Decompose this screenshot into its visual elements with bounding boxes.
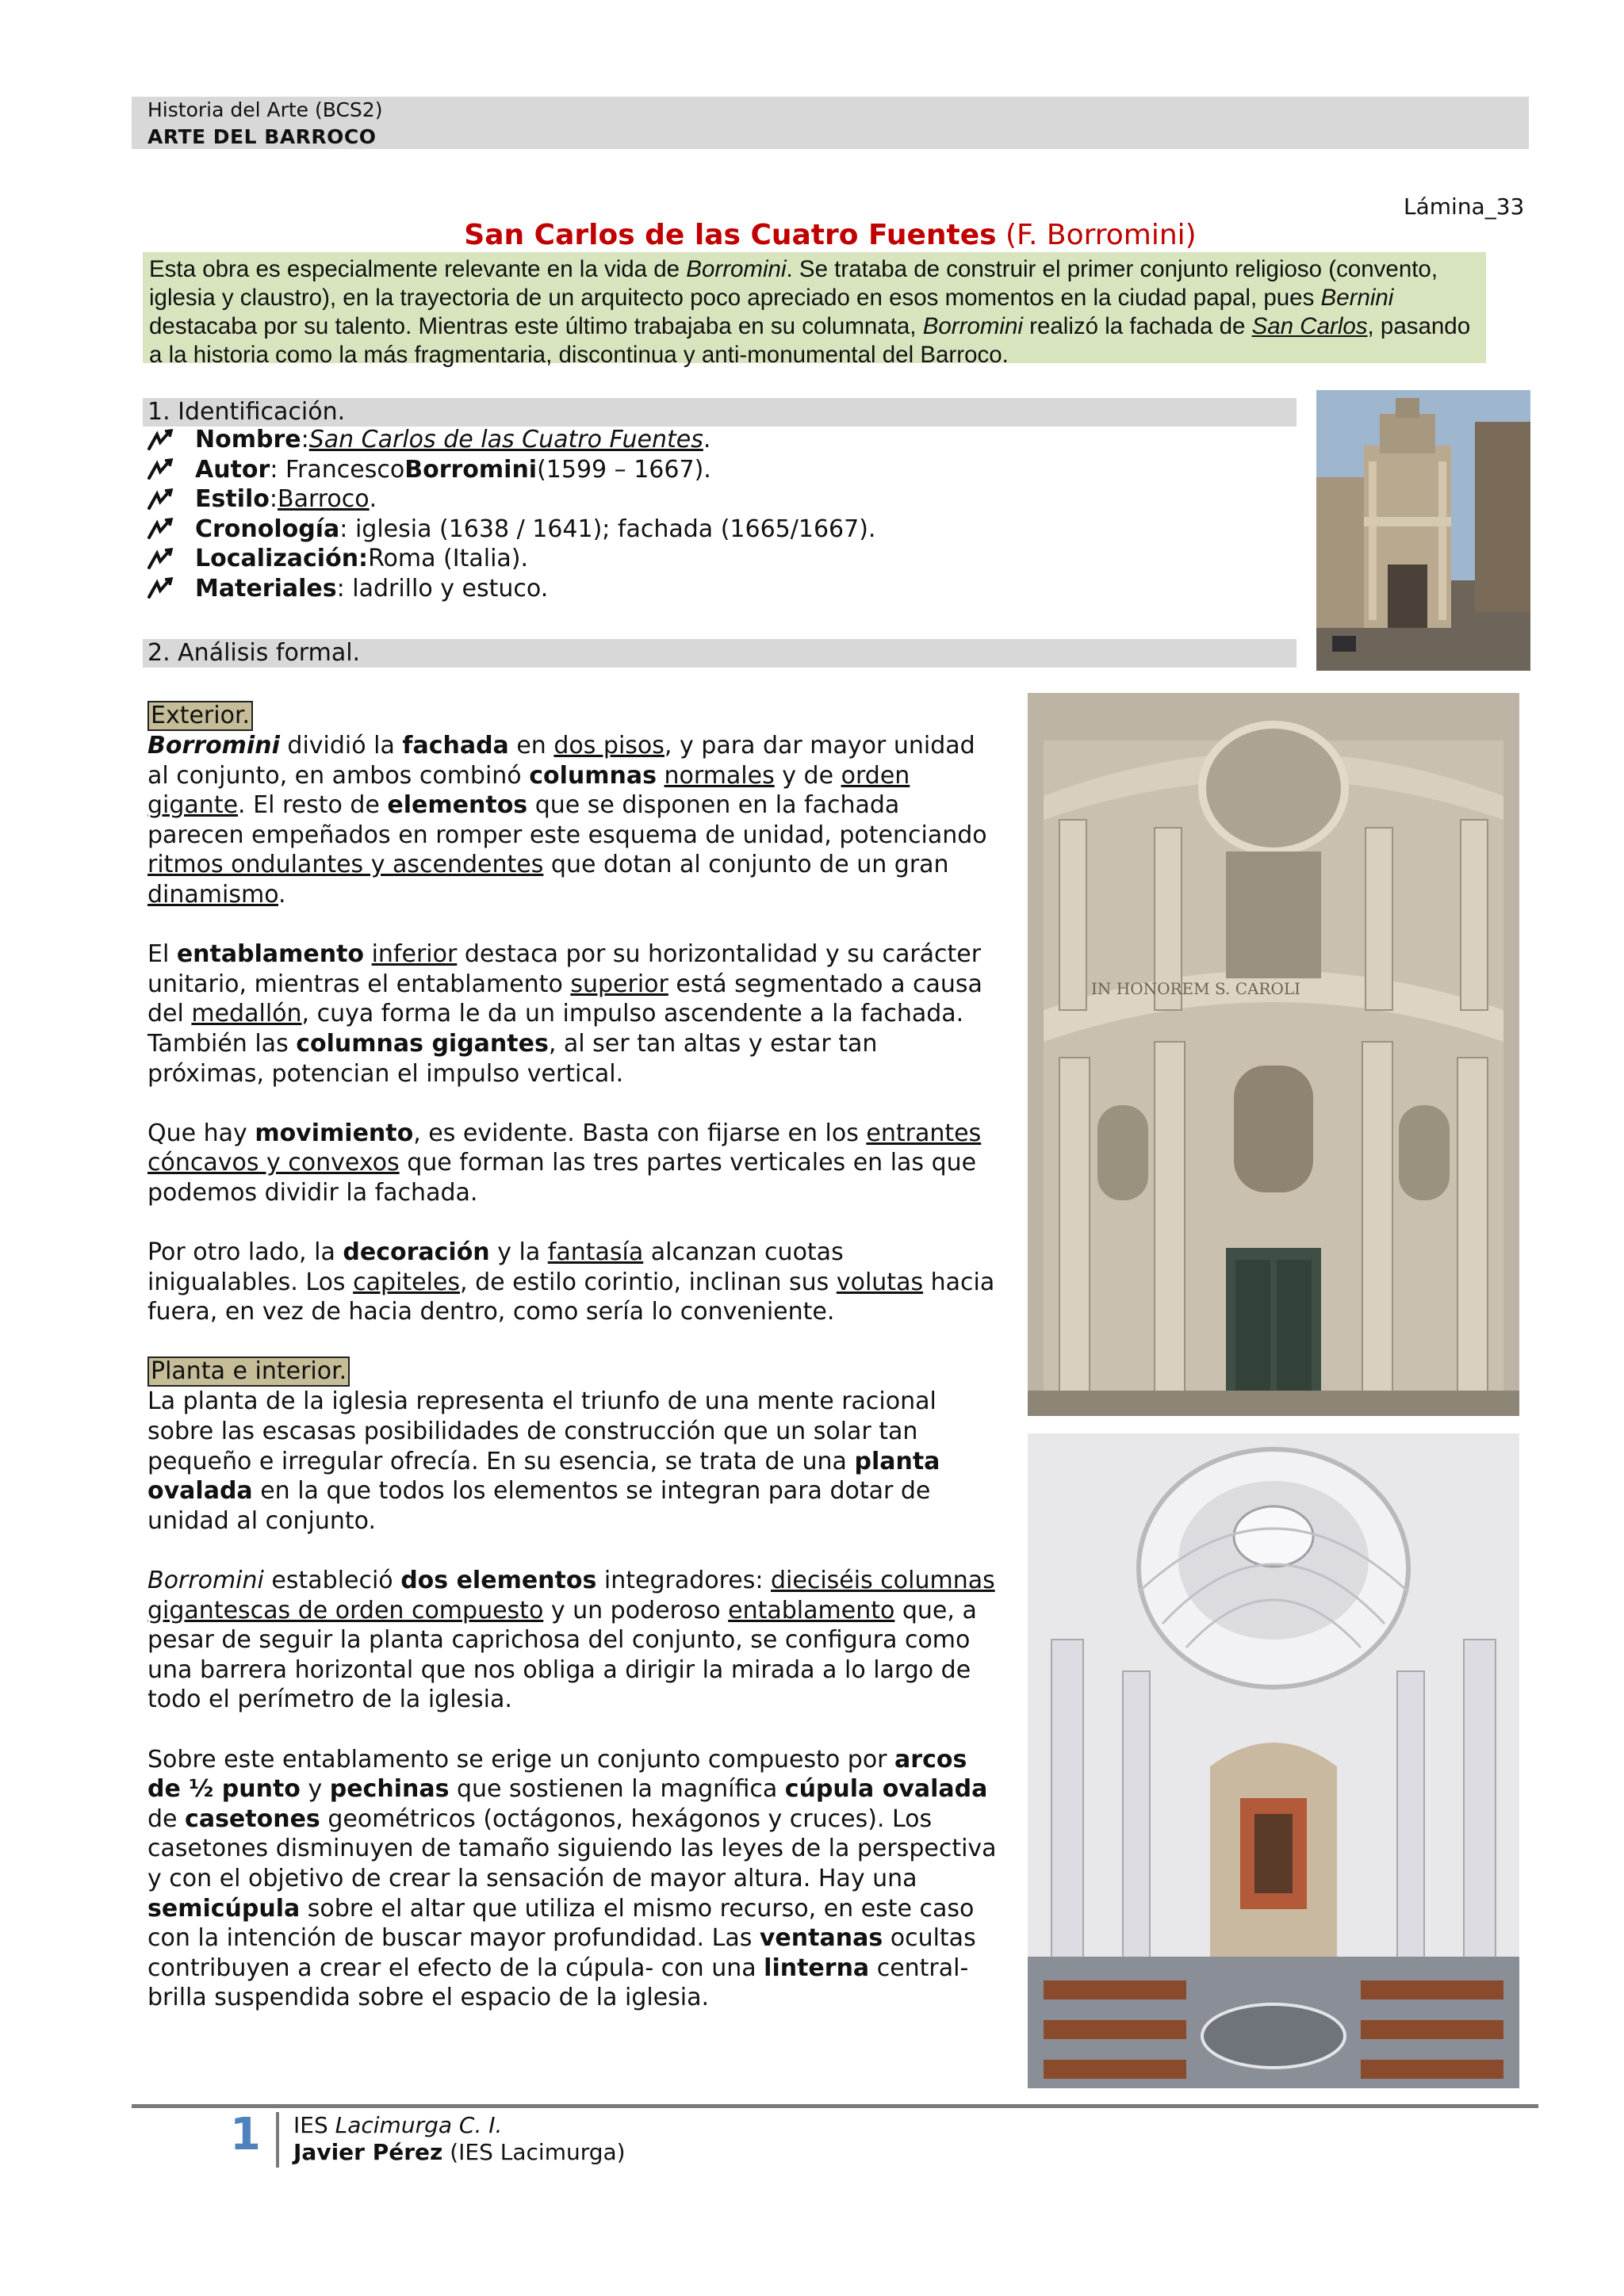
item-label: Localización: xyxy=(195,545,369,572)
intro-borromini: Borromini xyxy=(922,313,1023,339)
page-title xyxy=(132,219,1529,251)
paragraph: La planta de la iglesia representa el triunfo de una mente racional sobre las escasas posibilidades de construcción que un solar tan pequeño e irregular ofrecía. En su esencia, se trata de una planta ovalada en la que todos los elementos se integran para dotar de unidad al conjunto. xyxy=(147,1387,940,1535)
item-value: Barroco xyxy=(277,485,370,513)
paragraph: El entablamento inferior destaca por su horizontalidad y su carácter unitario, mientras el entablamento superior está segmentado a causa del medallón, cuya forma le da un impulso ascendente a la fachada. También las columnas gigantes, al ser tan altas y estar tan próximas, potencian el impulso vertical. xyxy=(147,940,982,1088)
dome-interior-photo xyxy=(1028,1433,1519,2088)
paragraph: Borromini estableció dos elementos integradores: dieciséis columnas gigantescas de orden compuesto y un poderoso entablamento que, a pesar de seguir la planta caprichosa del conjunto, se configura como una barrera horizontal que nos obliga a dirigir la mirada a lo largo de todo el perímetro de la iglesia. xyxy=(147,1567,995,1714)
exterior-tag: Exterior. xyxy=(147,701,253,731)
facade-photo xyxy=(1028,693,1519,1416)
list-item xyxy=(146,455,875,485)
item-text: . xyxy=(369,485,377,513)
hand-arrow-icon xyxy=(146,457,178,481)
intro-text: destacaba por su talento. Mientras este último trabajaba en su columnata, xyxy=(149,313,923,339)
item-value: Borromini xyxy=(404,455,538,484)
item-text: : iglesia (1638 / 1641); fachada (1665/1667). xyxy=(339,515,876,543)
hand-arrow-icon xyxy=(146,428,178,452)
section-name: ARTE DEL BARROCO xyxy=(147,125,377,148)
intro-san-carlos: San Carlos xyxy=(1251,313,1368,339)
intro-text: . Se trataba de construir el primer conjunto religioso (convento, iglesia y claustro), en la trayectoria de un arquitecto poco apreciado en esos momentos en la ciudad papal, pues xyxy=(149,256,1438,311)
hand-arrow-icon xyxy=(146,576,178,600)
item-label: Nombre xyxy=(195,426,301,453)
page-number: 1 xyxy=(230,2109,261,2160)
intro-text: realizó la fachada de xyxy=(1022,313,1252,339)
item-text: (1599 – 1667). xyxy=(537,455,711,484)
item-text: : xyxy=(269,485,278,513)
title-author: (F. Borromini) xyxy=(1005,219,1197,251)
item-text: : Francesco xyxy=(270,455,405,484)
intro-borromini: Borromini xyxy=(686,256,787,282)
hand-arrow-icon xyxy=(146,488,178,511)
identification-list xyxy=(146,425,875,603)
item-label: Autor xyxy=(195,455,270,484)
item-text: : xyxy=(301,426,309,453)
planta-tag: Planta e interior. xyxy=(147,1357,350,1387)
paragraph: Que hay movimiento, es evidente. Basta con fijarse en los entrantes cóncavos y convexos que forman las tres partes verticales en las que podemos dividir la fachada. xyxy=(147,1119,982,1207)
item-text: . xyxy=(703,426,711,453)
intro-text: , pasando a la historia como la más fragmentaria, discontinua y anti-monumental del Barroco. xyxy=(149,313,1471,368)
paragraph: Borromini dividió la fachada en dos pisos, y para dar mayor unidad al conjunto, en ambos combinó columnas normales y de orden gigante. El resto de elementos que se disponen en la fachada parecen empeñados en romper este esquema de unidad, potenciando ritmos ondulantes y ascendentes que dotan al conjunto de un gran dinamismo. xyxy=(147,732,987,909)
lamina-number: Lámina_33 xyxy=(1404,193,1525,220)
list-item xyxy=(146,515,875,545)
paragraph: Por otro lado, la decoración y la fantasía alcanzan cuotas inigualables. Los capiteles, de estilo corintio, inclinan sus volutas hacia fuera, en vez de hacia dentro, como sería lo conveniente. xyxy=(147,1238,995,1326)
item-label: Materiales xyxy=(195,574,337,603)
intro-box xyxy=(143,252,1486,368)
item-label: Cronología xyxy=(195,515,340,543)
hand-arrow-icon xyxy=(146,547,178,571)
church-exterior-thumbnail xyxy=(1316,390,1530,671)
footer-school: IES Lacimurga C. I. xyxy=(293,2112,503,2138)
title-main: San Carlos de las Cuatro Fuentes xyxy=(464,219,997,251)
footer-separator xyxy=(276,2112,279,2168)
intro-bernini: Bernini xyxy=(1320,285,1394,311)
facade-inscription: IN HONOREM S. CAROLI xyxy=(1091,979,1301,998)
paragraph: Sobre este entablamento se erige un conjunto compuesto por arcos de ½ punto y pechinas que sostienen la magnífica cúpula ovalada de casetones geométricos (octágonos, hexágonos y cruces). Los casetones disminuyen de tamaño siguiendo las leyes de la perspectiva y con el objetivo de crear la sensación de mayor altura. Hay una semicúpula sobre el altar que utiliza el mismo recurso, en este caso con la intención de buscar mayor profundidad. Las ventanas ocultas contribuyen a crear el efecto de la cúpula- con una linterna central- brilla suspendida sobre el espacio de la iglesia. xyxy=(147,1745,997,2012)
item-text: Roma (Italia). xyxy=(368,545,529,572)
list-item xyxy=(146,574,875,604)
intro-text: Esta obra es especialmente relevante en la vida de xyxy=(149,256,687,282)
list-item xyxy=(146,484,875,515)
list-item xyxy=(146,544,875,574)
item-value: San Carlos de las Cuatro Fuentes xyxy=(308,426,703,453)
hand-arrow-icon xyxy=(146,517,178,541)
item-text: : ladrillo y estuco. xyxy=(336,574,549,603)
footer-author: Javier Pérez (IES Lacimurga) xyxy=(293,2139,626,2165)
footer-rule xyxy=(132,2104,1538,2108)
item-label: Estilo xyxy=(195,485,270,513)
list-item xyxy=(146,425,875,455)
section-heading-analysis: 2. Análisis formal. xyxy=(147,639,361,667)
course-name: Historia del Arte (BCS2) xyxy=(147,98,383,121)
section-heading-identification: 1. Identificación. xyxy=(147,398,346,426)
analysis-body xyxy=(147,701,1000,2043)
